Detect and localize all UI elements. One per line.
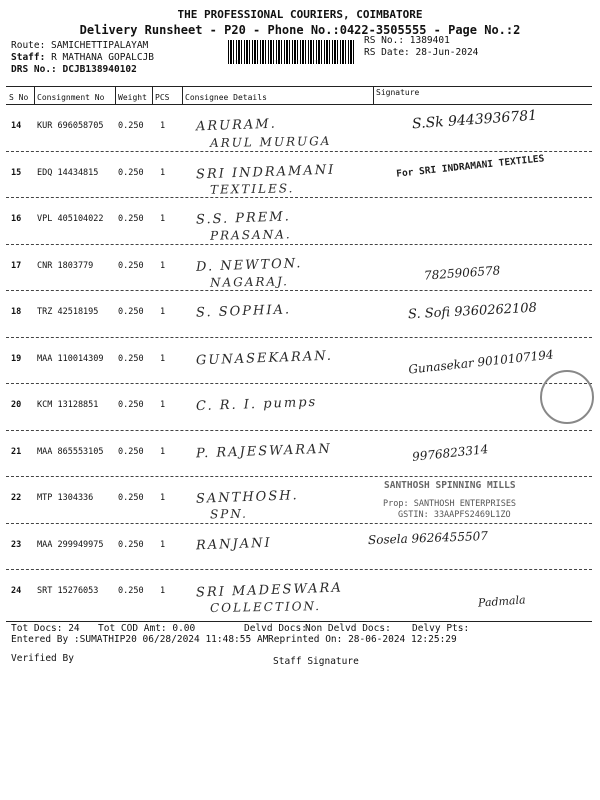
row-separator	[6, 197, 592, 198]
row-weight: 0.250	[118, 260, 144, 271]
drs-label: DRS No.:	[11, 64, 57, 75]
row-consignment-no: MAA 110014309	[37, 353, 104, 364]
delivery-points: Delvy Pts:	[412, 623, 470, 634]
col-header-sno: S No	[9, 93, 29, 102]
rubber-stamp-circle	[540, 370, 594, 424]
row-weight: 0.250	[118, 446, 144, 457]
table-header-rule	[6, 104, 592, 105]
drs-line	[11, 64, 137, 75]
row-weight: 0.250	[118, 353, 144, 364]
row-weight: 0.250	[118, 400, 144, 410]
row-separator	[6, 523, 592, 524]
col-divider	[115, 86, 116, 104]
row-consignment-no: MTP 1304336	[37, 493, 94, 503]
row-signature: S.Sk 9443936781	[411, 107, 538, 133]
col-header-weight: Weight	[118, 93, 147, 102]
row-consignee-line2: TEXTILES.	[209, 180, 295, 197]
row-pcs: 1	[160, 121, 166, 131]
total-docs: Tot Docs: 24	[11, 623, 80, 634]
footer-rule	[6, 621, 592, 622]
row-consignment-no: SRT 15276053	[37, 586, 99, 596]
row-signature: SANTHOSH SPINNING MILLS	[384, 480, 516, 491]
row-consignee-line1: C. R. I. pumps	[195, 394, 318, 415]
non-delivered-docs: Non Delvd Docs:	[305, 623, 391, 634]
row-separator	[6, 383, 592, 384]
row-separator	[6, 337, 592, 338]
row-pcs: 1	[160, 307, 166, 317]
row-signature: Sosela 9626455507	[367, 528, 489, 547]
row-weight: 0.250	[118, 307, 144, 317]
route-label: Route: SAMICHETTIPALAYAM	[11, 40, 149, 51]
row-pcs: 1	[160, 493, 166, 503]
staff-value: R MATHANA GOPALCJB	[51, 52, 155, 63]
row-weight: 0.250	[118, 167, 144, 178]
row-consignment-no: TRZ 42518195	[37, 307, 99, 317]
row-pcs: 1	[160, 353, 166, 364]
row-signature: 9976823314	[411, 441, 489, 464]
row-consignee-line2: COLLECTION.	[209, 599, 322, 615]
row-separator	[6, 569, 592, 570]
row-consignee-line1: S.S. PREM.	[195, 209, 291, 228]
row-consignment-no: MAA 865553105	[37, 446, 104, 457]
rs-date: RS Date: 28-Jun-2024	[364, 47, 479, 58]
row-signature: Gunasekar 9010107194	[407, 346, 555, 377]
santhosh-stamp-line2: Prop: SANTHOSH ENTERPRISES	[383, 499, 517, 509]
row-separator	[6, 430, 592, 431]
row-signature: S. Sofi 9360262108	[407, 300, 538, 323]
col-header-consignee: Consignee Details	[185, 93, 267, 102]
row-weight: 0.250	[118, 121, 144, 131]
entered-by: Entered By :SUMATHIP20 06/28/2024 11:48:55 AM	[11, 634, 269, 645]
row-consignee-line1: S. SOPHIA.	[195, 302, 292, 321]
row-weight: 0.250	[118, 493, 144, 503]
row-consignee-line2: NAGARAJ.	[209, 273, 289, 290]
row-consignment-no: MAA 299949975	[37, 539, 104, 550]
row-sno: 19	[11, 353, 22, 364]
drs-value: DCJB138940102	[62, 64, 137, 75]
row-consignment-no: CNR 1803779	[37, 260, 94, 271]
row-consignment-no: KCM 13128851	[37, 400, 99, 410]
rs-number: RS No.: 1389401	[364, 35, 450, 46]
row-separator	[6, 476, 592, 477]
row-pcs: 1	[160, 446, 166, 457]
row-consignee-line1: SRI INDRAMANI	[195, 162, 336, 182]
row-consignment-no: VPL 405104022	[37, 214, 104, 224]
row-sno: 21	[11, 446, 22, 457]
row-consignee-line1: SANTHOSH.	[195, 488, 299, 507]
row-weight: 0.250	[118, 586, 144, 596]
row-consignee-line1: RANJANI	[195, 535, 272, 553]
row-sno: 15	[11, 167, 22, 178]
row-consignee-line2: SPN.	[209, 506, 248, 522]
row-consignee-line1: SRI MADESWARA	[195, 580, 343, 601]
row-consignment-no: KUR 696058705	[37, 121, 104, 131]
row-pcs: 1	[160, 260, 166, 271]
row-sno: 23	[11, 539, 22, 550]
table-top-rule	[6, 86, 592, 87]
row-separator	[6, 244, 592, 245]
reprinted-on: Reprinted On: 28-06-2024 12:25:29	[268, 634, 457, 645]
row-consignee-line1: ARURAM.	[195, 116, 278, 135]
row-signature: 7825906578	[423, 262, 501, 283]
barcode	[228, 40, 356, 64]
staff-signature-label: Staff Signature	[273, 656, 359, 667]
santhosh-stamp-line3: GSTIN: 33AAPFS2469L1ZO	[398, 510, 511, 520]
row-pcs: 1	[160, 214, 166, 224]
row-consignee-line1: GUNASEKARAN.	[195, 348, 334, 368]
row-pcs: 1	[160, 586, 166, 596]
row-consignee-line2: ARUL MURUGA	[209, 133, 332, 151]
row-consignment-no: EDQ 14434815	[37, 167, 99, 178]
col-divider	[373, 86, 374, 104]
row-sno: 24	[11, 586, 22, 596]
row-pcs: 1	[160, 539, 166, 550]
row-pcs: 1	[160, 400, 166, 410]
row-consignee-line1: D. NEWTON.	[195, 255, 303, 275]
total-cod-amount: Tot COD Amt: 0.00	[98, 623, 196, 634]
company-title: THE PROFESSIONAL COURIERS, COIMBATORE	[177, 8, 423, 21]
staff-label: Staff:	[11, 52, 46, 63]
row-separator	[6, 151, 592, 152]
col-divider	[34, 86, 35, 104]
row-weight: 0.250	[118, 539, 144, 550]
col-header-pcs: PCS	[155, 93, 170, 102]
verified-by-label: Verified By	[11, 653, 74, 664]
row-sno: 14	[11, 121, 22, 131]
row-sno: 16	[11, 214, 22, 224]
row-signature: For SRI INDRAMANI TEXTILES	[395, 152, 545, 180]
row-sno: 20	[11, 400, 22, 410]
col-divider	[152, 86, 153, 104]
row-pcs: 1	[160, 167, 166, 178]
row-consignee-line2: PRASANA.	[209, 227, 292, 243]
row-sno: 18	[11, 307, 22, 317]
col-divider	[182, 86, 183, 104]
row-sno: 22	[11, 493, 22, 503]
delivered-docs: Delvd Docs:	[244, 623, 307, 634]
col-header-consignment: Consignment No	[37, 93, 105, 102]
col-header-signature: Signature	[376, 88, 420, 97]
row-sno: 17	[11, 260, 22, 271]
row-signature: Padmala	[477, 593, 526, 610]
runsheet-title: Delivery Runsheet - P20 - Phone No.:0422-3505555 - Page No.:2	[79, 23, 521, 37]
row-consignee-line1: P. RAJESWARAN	[195, 441, 333, 461]
row-weight: 0.250	[118, 214, 144, 224]
staff-line	[11, 52, 154, 63]
row-separator	[6, 290, 592, 291]
